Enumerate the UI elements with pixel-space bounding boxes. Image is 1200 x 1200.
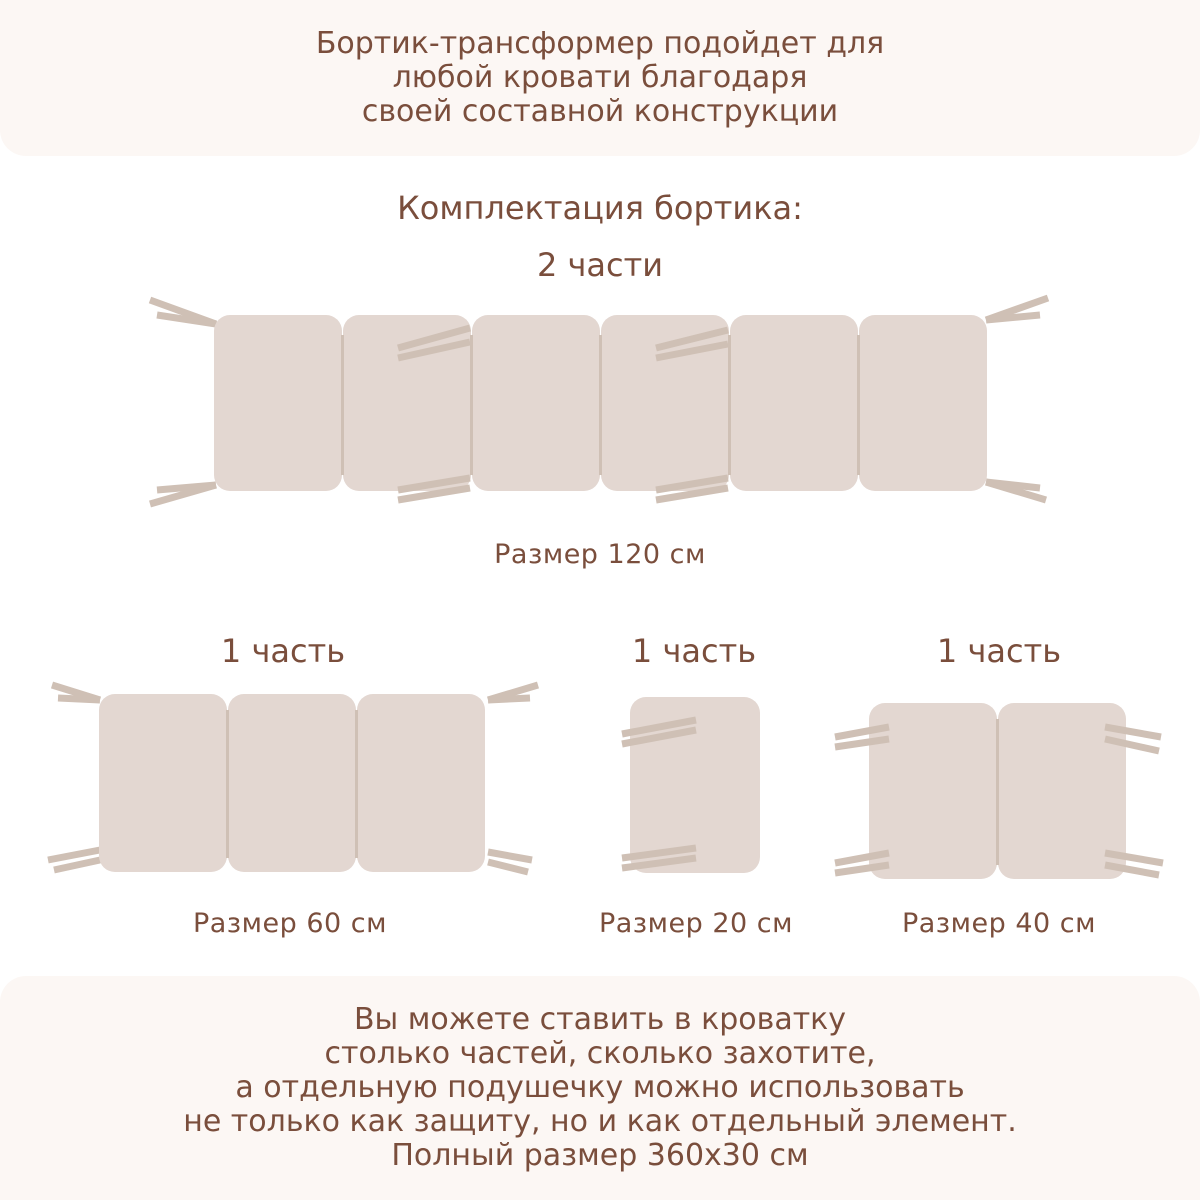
- bumper-20-diagram: [610, 690, 780, 880]
- header-line-3: своей составной конструкции: [361, 94, 839, 129]
- tie-icon: [157, 315, 216, 324]
- part-20-count: 1 часть: [631, 632, 757, 670]
- part-40-size: Размер 40 см: [901, 908, 1097, 939]
- pad-segment: [472, 315, 600, 491]
- tie-icon: [488, 852, 532, 860]
- tie-icon: [488, 698, 530, 700]
- pad-segment: [214, 315, 342, 491]
- pad-segment: [730, 315, 858, 491]
- tie-icon: [58, 698, 100, 700]
- pad-segment: [601, 315, 729, 491]
- part-60-count: 1 часть: [220, 632, 346, 670]
- part-20-size: Размер 20 см: [598, 908, 794, 939]
- header-banner: [0, 0, 1200, 156]
- pad-segment: [859, 315, 987, 491]
- tie-icon: [157, 485, 216, 490]
- pad-segment: [99, 694, 227, 872]
- set-title: Комплектация бортика:: [397, 189, 803, 227]
- footer-line-5: Полный размер 360х30 см: [391, 1138, 809, 1173]
- header-line-1: Бортик-трансформер подойдет для: [315, 26, 885, 61]
- header-line-2: любой кровати благодаря: [392, 60, 808, 95]
- footer-line-1: Вы можете ставить в кроватку: [353, 1002, 847, 1037]
- footer-banner: [0, 976, 1200, 1200]
- bumper-40-diagram: [825, 695, 1175, 885]
- part-40-count: 1 часть: [936, 632, 1062, 670]
- bumper-120-diagram: [0, 290, 1200, 550]
- pad-segment: [357, 694, 485, 872]
- footer-line-4: не только как защиту, но и как отдельный элемент.: [183, 1104, 1017, 1139]
- pad-segment: [228, 694, 356, 872]
- part-large-size: Размер 120 см: [494, 539, 706, 570]
- footer-line-3: а отдельную подушечку можно использовать: [235, 1070, 965, 1105]
- footer-line-2: столько частей, сколько захотите,: [324, 1036, 876, 1071]
- pad-segment: [343, 315, 471, 491]
- part-large-count: 2 части: [536, 246, 664, 284]
- bumper-60-diagram: [40, 670, 560, 880]
- tie-icon: [54, 860, 100, 870]
- part-60-size: Размер 60 см: [192, 908, 388, 939]
- tie-icon: [488, 862, 528, 872]
- tie-icon: [986, 315, 1040, 320]
